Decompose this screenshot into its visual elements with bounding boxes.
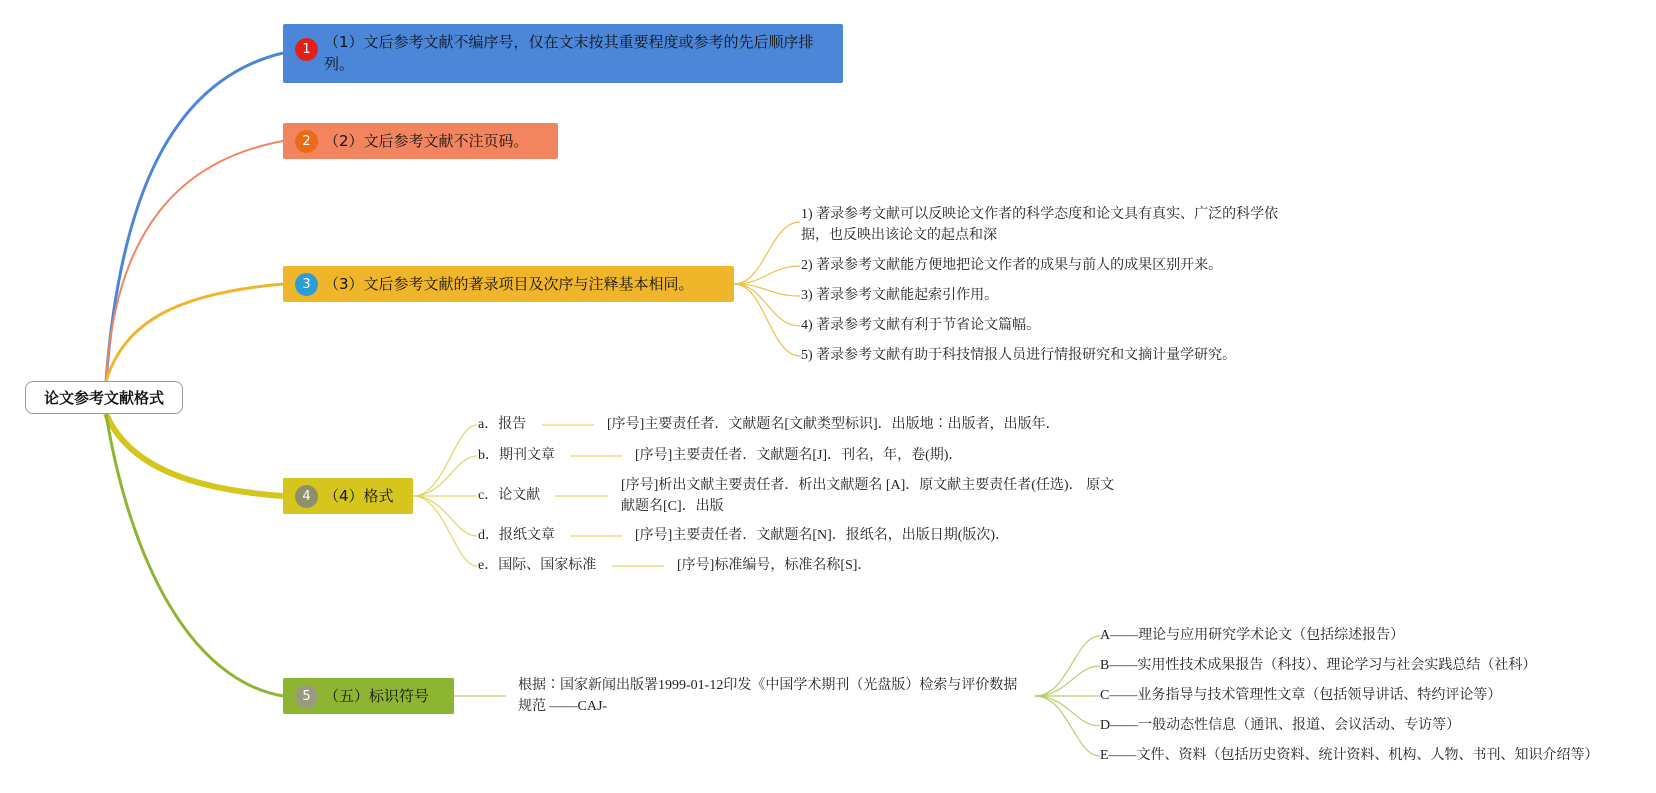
topic-2[interactable]: [283, 123, 558, 159]
category-item[interactable]: E——文件、资料（包括历史资料、统计资料、机构、人物、书刊、知识介绍等）: [1100, 748, 1599, 763]
number-5-icon: 5: [295, 685, 318, 708]
number-3-icon: 3: [295, 273, 318, 296]
topic-4-label: （4）格式: [324, 487, 394, 505]
format-detail[interactable]: [序号]主要责任者．文献题名[N]．报纸名，出版日期(版次)．: [635, 528, 1010, 543]
category-item[interactable]: C——业务指导与技术管理性文章（包括领导讲话、特约评论等）: [1100, 688, 1502, 703]
topic-3-subtopic[interactable]: 1) 著录参考文献可以反映论文作者的科学态度和论文具有真实、广泛的科学依据，也反映出该论文的起点和深: [801, 207, 1279, 243]
topic-1[interactable]: [283, 24, 843, 83]
root-label: 论文参考文献格式: [43, 389, 164, 407]
root-topic[interactable]: [25, 381, 183, 414]
number-1-icon: 1: [295, 38, 318, 61]
topic-3-label: （3）文后参考文献的著录项目及次序与注释基本相同。: [324, 275, 694, 293]
topic-3-subtopic[interactable]: 3) 著录参考文献能起索引作用。: [801, 288, 999, 303]
format-type-label[interactable]: e．国际、国家标准: [478, 558, 597, 573]
number-4-icon: 4: [295, 485, 318, 508]
format-detail[interactable]: [序号]主要责任者．文献题名[文献类型标识]．出版地∶出版者，出版年．: [607, 417, 1060, 432]
format-type-label[interactable]: a．报告: [478, 417, 527, 432]
format-detail[interactable]: [序号]析出文献主要责任者．析出文献题名 [A]．原文献主要责任者(任选)． 原文献题名[C]．出版: [621, 478, 1115, 514]
topic-5-subtopic[interactable]: 根据∶国家新闻出版署1999-01-12印发《中国学术期刊（光盘版）检索与评价数据规范 ——CAJ-: [518, 678, 1018, 714]
category-item[interactable]: D——一般动态性信息（通讯、报道、会议活动、专访等）: [1100, 718, 1461, 733]
category-item[interactable]: B——实用性技术成果报告（科技）、理论学习与社会实践总结（社科）: [1100, 658, 1537, 673]
topic-3-subtopic[interactable]: 4) 著录参考文献有利于节省论文篇幅。: [801, 318, 1041, 333]
topic-3-subtopic[interactable]: 2) 著录参考文献能方便地把论文作者的成果与前人的成果区别开来。: [801, 258, 1223, 273]
format-type-label[interactable]: b．期刊文章: [478, 448, 555, 463]
topic-3[interactable]: [283, 266, 734, 302]
topic-5[interactable]: [283, 678, 454, 714]
topic-1-label: （1）文后参考文献不编序号，仅在文末按其重要程度或参考的先后顺序排列。: [324, 33, 814, 73]
format-detail[interactable]: [序号]标准编号，标准名称[S]．: [677, 558, 872, 573]
topic-4[interactable]: [283, 478, 413, 514]
category-item[interactable]: A——理论与应用研究学术论文（包括综述报告）: [1100, 628, 1405, 643]
topic-2-label: （2）文后参考文献不注页码。: [324, 132, 529, 150]
format-type-label[interactable]: c．论文献: [478, 488, 541, 503]
format-detail[interactable]: [序号]主要责任者．文献题名[J]．刊名，年，卷(期)．: [635, 448, 963, 463]
number-2-icon: 2: [295, 130, 318, 153]
topic-3-subtopic[interactable]: 5) 著录参考文献有助于科技情报人员进行情报研究和文摘计量学研究。: [801, 348, 1237, 363]
topic-5-label: （五）标识符号: [324, 687, 430, 705]
format-type-label[interactable]: d．报纸文章: [478, 528, 555, 543]
